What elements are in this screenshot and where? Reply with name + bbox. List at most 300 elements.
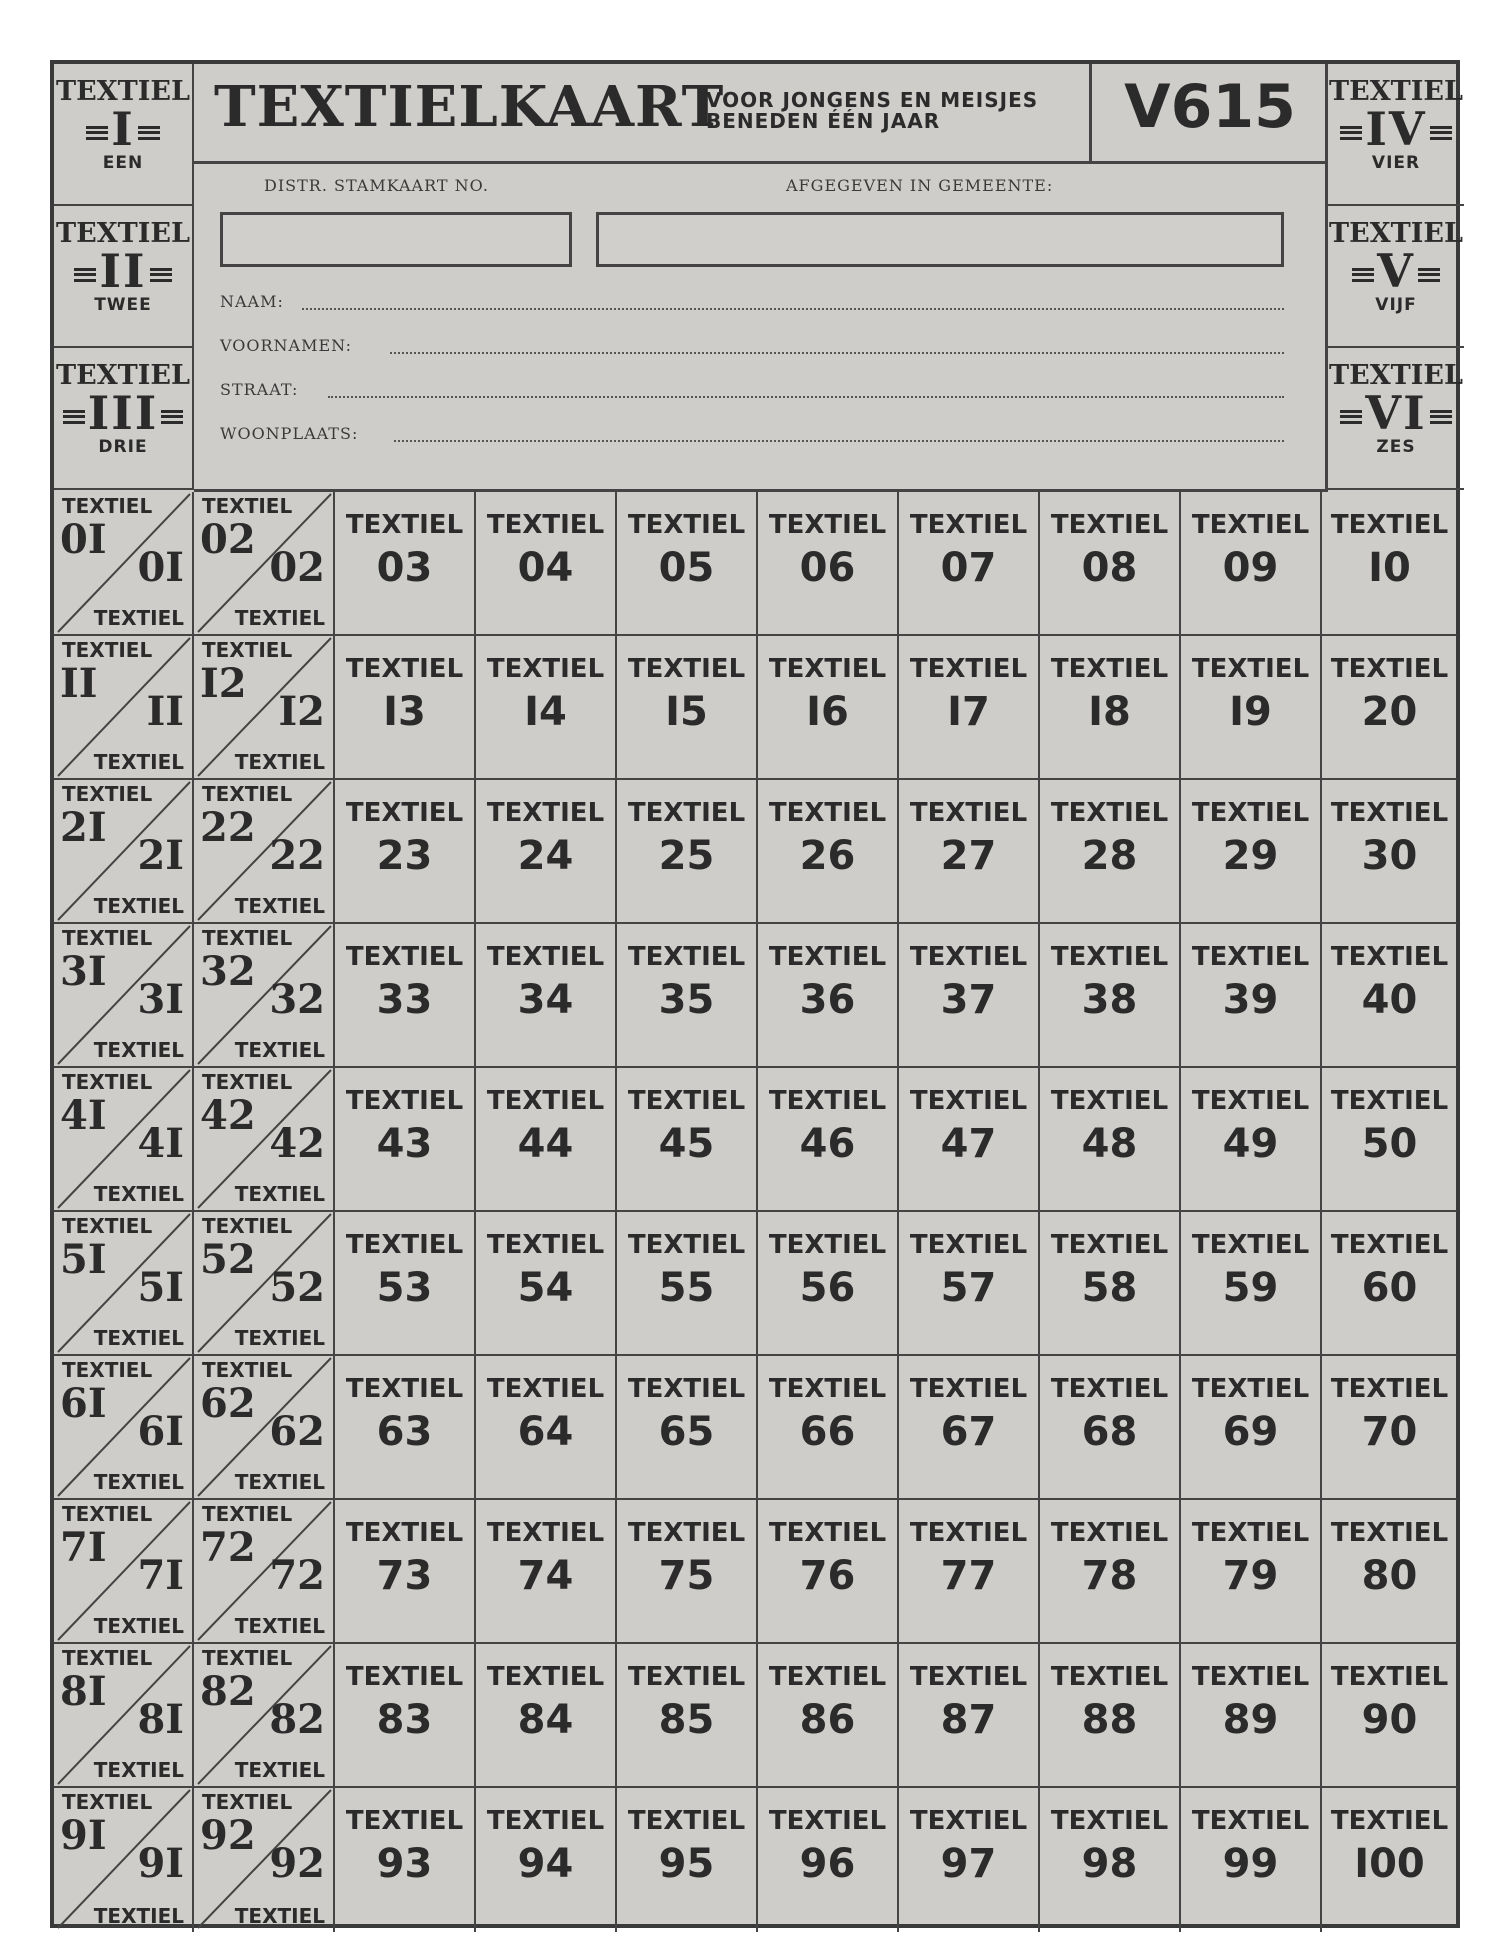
coupon-word: TEXTIEL bbox=[1191, 1374, 1310, 1404]
coupon-word: TEXTIEL bbox=[1330, 1518, 1449, 1548]
coupon-number: 27 bbox=[940, 833, 997, 879]
coupon-word: TEXTIEL bbox=[909, 1374, 1028, 1404]
coupon-word-bottom: TEXTIEL bbox=[93, 750, 184, 774]
side-coupon-name: ZES bbox=[1376, 437, 1416, 458]
roman-numeral: IV bbox=[1365, 102, 1427, 156]
coupon-98[interactable] bbox=[1040, 1788, 1181, 1932]
coupon-number: 50 bbox=[1361, 1121, 1418, 1167]
coupon-number: 44 bbox=[517, 1121, 574, 1167]
coupon-word: TEXTIEL bbox=[1330, 654, 1449, 684]
coupon-number: 38 bbox=[1081, 977, 1138, 1023]
coupon-number-bottom: 4I bbox=[137, 1120, 184, 1167]
coupon-73[interactable] bbox=[335, 1500, 476, 1644]
coupon-48[interactable] bbox=[1040, 1068, 1181, 1212]
coupon-23[interactable] bbox=[335, 780, 476, 924]
coupon-64[interactable] bbox=[476, 1356, 617, 1500]
coupon-word-bottom: TEXTIEL bbox=[93, 1182, 184, 1206]
bars-ornament bbox=[86, 126, 108, 140]
coupon-number: 49 bbox=[1222, 1121, 1279, 1167]
side-coupon-name: DRIE bbox=[98, 437, 148, 458]
coupon-80[interactable] bbox=[1322, 1500, 1457, 1644]
coupon-number: 28 bbox=[1081, 833, 1138, 879]
coupon-word-top: TEXTIEL bbox=[62, 494, 153, 518]
side-coupon-zes[interactable] bbox=[1328, 348, 1464, 490]
coupon-word: TEXTIEL bbox=[486, 1086, 605, 1116]
coupon-03[interactable] bbox=[335, 492, 476, 636]
coupon-word: TEXTIEL bbox=[345, 1374, 464, 1404]
coupon-I9[interactable] bbox=[1181, 636, 1322, 780]
coupon-number: I00 bbox=[1354, 1841, 1425, 1887]
coupon-word: TEXTIEL bbox=[1050, 942, 1169, 972]
coupon-90[interactable] bbox=[1322, 1644, 1457, 1788]
coupon-number: I9 bbox=[1229, 689, 1272, 735]
coupon-42[interactable] bbox=[194, 1068, 335, 1212]
coupon-89[interactable] bbox=[1181, 1644, 1322, 1788]
coupon-46[interactable] bbox=[758, 1068, 899, 1212]
coupon-word: TEXTIEL bbox=[1191, 798, 1310, 828]
coupon-96[interactable] bbox=[758, 1788, 899, 1932]
bars-ornament bbox=[138, 126, 160, 140]
holder-form bbox=[194, 164, 1328, 492]
coupon-number: 76 bbox=[799, 1553, 856, 1599]
coupon-number: 29 bbox=[1222, 833, 1279, 879]
coupon-number-top: 5I bbox=[60, 1236, 107, 1283]
coupon-I0[interactable] bbox=[1322, 492, 1457, 636]
coupon-word: TEXTIEL bbox=[345, 1086, 464, 1116]
coupon-40[interactable] bbox=[1322, 924, 1457, 1068]
coupon-word-bottom: TEXTIEL bbox=[93, 1758, 184, 1782]
coupon-word: TEXTIEL bbox=[627, 1086, 746, 1116]
coupon-99[interactable] bbox=[1181, 1788, 1322, 1932]
bars-ornament bbox=[150, 268, 172, 282]
card-subtitle bbox=[706, 90, 1038, 132]
coupon-number-bottom: 02 bbox=[269, 544, 325, 591]
coupon-number: I3 bbox=[383, 689, 426, 735]
coupon-word-top: TEXTIEL bbox=[62, 1790, 153, 1814]
coupon-59[interactable] bbox=[1181, 1212, 1322, 1356]
coupon-word: TEXTIEL bbox=[627, 1806, 746, 1836]
coupon-49[interactable] bbox=[1181, 1068, 1322, 1212]
bars-ornament bbox=[161, 410, 183, 424]
side-coupon-een[interactable] bbox=[54, 64, 194, 206]
bars-ornament bbox=[1430, 126, 1452, 140]
coupon-85[interactable] bbox=[617, 1644, 758, 1788]
coupon-06[interactable] bbox=[758, 492, 899, 636]
side-coupon-word: TEXTIEL bbox=[1329, 360, 1463, 391]
coupon-word: TEXTIEL bbox=[768, 1086, 887, 1116]
coupon-2I[interactable] bbox=[54, 780, 194, 924]
coupon-number-bottom: 6I bbox=[137, 1408, 184, 1455]
card-header bbox=[194, 64, 1328, 164]
coupon-68[interactable] bbox=[1040, 1356, 1181, 1500]
bars-ornament bbox=[1340, 410, 1362, 424]
coupon-number: 84 bbox=[517, 1697, 574, 1743]
coupon-I5[interactable] bbox=[617, 636, 758, 780]
coupon-word-bottom: TEXTIEL bbox=[234, 1758, 325, 1782]
bars-ornament bbox=[1418, 268, 1440, 282]
coupon-number-top: 62 bbox=[200, 1380, 256, 1427]
coupon-24[interactable] bbox=[476, 780, 617, 924]
coupon-35[interactable] bbox=[617, 924, 758, 1068]
coupon-53[interactable] bbox=[335, 1212, 476, 1356]
coupon-number: 30 bbox=[1361, 833, 1418, 879]
coupon-word: TEXTIEL bbox=[1050, 654, 1169, 684]
coupon-word: TEXTIEL bbox=[768, 1662, 887, 1692]
coupon-5I[interactable] bbox=[54, 1212, 194, 1356]
coupon-number-top: 8I bbox=[60, 1668, 107, 1715]
coupon-word: TEXTIEL bbox=[1191, 942, 1310, 972]
coupon-number: 98 bbox=[1081, 1841, 1138, 1887]
coupon-47[interactable] bbox=[899, 1068, 1040, 1212]
coupon-I00[interactable] bbox=[1322, 1788, 1457, 1932]
coupon-74[interactable] bbox=[476, 1500, 617, 1644]
side-coupon-name: VIER bbox=[1371, 153, 1421, 174]
coupon-95[interactable] bbox=[617, 1788, 758, 1932]
coupon-number: 63 bbox=[376, 1409, 433, 1455]
coupon-05[interactable] bbox=[617, 492, 758, 636]
coupon-word: TEXTIEL bbox=[627, 1374, 746, 1404]
coupon-word-top: TEXTIEL bbox=[202, 1070, 293, 1094]
coupon-word: TEXTIEL bbox=[627, 1518, 746, 1548]
coupon-83[interactable] bbox=[335, 1644, 476, 1788]
coupon-82[interactable] bbox=[194, 1644, 335, 1788]
coupon-26[interactable] bbox=[758, 780, 899, 924]
coupon-67[interactable] bbox=[899, 1356, 1040, 1500]
coupon-I7[interactable] bbox=[899, 636, 1040, 780]
voornamen-label: VOORNAMEN: bbox=[220, 336, 352, 355]
coupon-word-bottom: TEXTIEL bbox=[93, 1904, 184, 1928]
roman-numeral: III bbox=[87, 386, 159, 440]
coupon-55[interactable] bbox=[617, 1212, 758, 1356]
coupon-number-top: 02 bbox=[200, 516, 256, 563]
coupon-number: 34 bbox=[517, 977, 574, 1023]
bars-ornament bbox=[1340, 126, 1362, 140]
coupon-I4[interactable] bbox=[476, 636, 617, 780]
coupon-0I[interactable] bbox=[54, 492, 194, 636]
coupon-number: 36 bbox=[799, 977, 856, 1023]
coupon-number-bottom: 92 bbox=[269, 1840, 325, 1887]
coupon-number: I0 bbox=[1368, 545, 1411, 591]
coupon-number: 55 bbox=[658, 1265, 715, 1311]
coupon-word: TEXTIEL bbox=[1050, 1518, 1169, 1548]
coupon-39[interactable] bbox=[1181, 924, 1322, 1068]
coupon-number: 77 bbox=[940, 1553, 997, 1599]
coupon-word: TEXTIEL bbox=[768, 510, 887, 540]
side-coupon-roman bbox=[54, 386, 192, 440]
coupon-I2[interactable] bbox=[194, 636, 335, 780]
coupon-38[interactable] bbox=[1040, 924, 1181, 1068]
coupon-number: 88 bbox=[1081, 1697, 1138, 1743]
stamkaart-number-field[interactable] bbox=[220, 212, 572, 267]
coupon-number: 09 bbox=[1222, 545, 1279, 591]
coupon-number-bottom: 72 bbox=[269, 1552, 325, 1599]
coupon-number: 39 bbox=[1222, 977, 1279, 1023]
coupon-number: 85 bbox=[658, 1697, 715, 1743]
coupon-word: TEXTIEL bbox=[345, 942, 464, 972]
coupon-I6[interactable] bbox=[758, 636, 899, 780]
coupon-word: TEXTIEL bbox=[909, 654, 1028, 684]
coupon-number: 03 bbox=[376, 545, 433, 591]
coupon-92[interactable] bbox=[194, 1788, 335, 1932]
coupon-word-top: TEXTIEL bbox=[202, 1214, 293, 1238]
coupon-79[interactable] bbox=[1181, 1500, 1322, 1644]
coupon-52[interactable] bbox=[194, 1212, 335, 1356]
coupon-number: 54 bbox=[517, 1265, 574, 1311]
coupon-77[interactable] bbox=[899, 1500, 1040, 1644]
coupon-number: 53 bbox=[376, 1265, 433, 1311]
coupon-9I[interactable] bbox=[54, 1788, 194, 1932]
coupon-97[interactable] bbox=[899, 1788, 1040, 1932]
side-coupon-vier[interactable] bbox=[1328, 64, 1464, 206]
coupon-34[interactable] bbox=[476, 924, 617, 1068]
coupon-word: TEXTIEL bbox=[909, 798, 1028, 828]
coupon-word: TEXTIEL bbox=[486, 1518, 605, 1548]
coupon-word: TEXTIEL bbox=[627, 1230, 746, 1260]
coupon-word: TEXTIEL bbox=[909, 1806, 1028, 1836]
coupon-4I[interactable] bbox=[54, 1068, 194, 1212]
coupon-number: 70 bbox=[1361, 1409, 1418, 1455]
coupon-86[interactable] bbox=[758, 1644, 899, 1788]
coupon-number-bottom: 82 bbox=[269, 1696, 325, 1743]
coupon-number: I5 bbox=[665, 689, 708, 735]
card-code: V615 bbox=[1124, 72, 1296, 142]
coupon-word: TEXTIEL bbox=[1191, 1230, 1310, 1260]
coupon-word: TEXTIEL bbox=[1191, 654, 1310, 684]
coupon-word: TEXTIEL bbox=[909, 510, 1028, 540]
coupon-word-bottom: TEXTIEL bbox=[93, 1614, 184, 1638]
coupon-number: 73 bbox=[376, 1553, 433, 1599]
coupon-58[interactable] bbox=[1040, 1212, 1181, 1356]
coupon-7I[interactable] bbox=[54, 1500, 194, 1644]
coupon-word: TEXTIEL bbox=[1191, 1806, 1310, 1836]
coupon-63[interactable] bbox=[335, 1356, 476, 1500]
coupon-I3[interactable] bbox=[335, 636, 476, 780]
side-coupon-twee[interactable] bbox=[54, 206, 194, 348]
coupon-72[interactable] bbox=[194, 1500, 335, 1644]
coupon-number-top: 4I bbox=[60, 1092, 107, 1139]
coupon-66[interactable] bbox=[758, 1356, 899, 1500]
coupon-08[interactable] bbox=[1040, 492, 1181, 636]
woonplaats-field[interactable] bbox=[394, 440, 1284, 442]
coupon-word: TEXTIEL bbox=[345, 1662, 464, 1692]
coupon-word: TEXTIEL bbox=[1330, 1374, 1449, 1404]
coupon-number-bottom: I2 bbox=[278, 688, 325, 735]
coupon-25[interactable] bbox=[617, 780, 758, 924]
coupon-number: 04 bbox=[517, 545, 574, 591]
roman-numeral: I bbox=[111, 102, 135, 156]
coupon-number: 47 bbox=[940, 1121, 997, 1167]
coupon-36[interactable] bbox=[758, 924, 899, 1068]
coupon-60[interactable] bbox=[1322, 1212, 1457, 1356]
coupon-62[interactable] bbox=[194, 1356, 335, 1500]
coupon-word: TEXTIEL bbox=[1330, 510, 1449, 540]
coupon-number: 78 bbox=[1081, 1553, 1138, 1599]
coupon-number: 46 bbox=[799, 1121, 856, 1167]
coupon-word: TEXTIEL bbox=[909, 1230, 1028, 1260]
coupon-word: TEXTIEL bbox=[486, 510, 605, 540]
coupon-number: 35 bbox=[658, 977, 715, 1023]
coupon-57[interactable] bbox=[899, 1212, 1040, 1356]
coupon-word: TEXTIEL bbox=[486, 1662, 605, 1692]
coupon-number-top: 22 bbox=[200, 804, 256, 851]
coupon-word-top: TEXTIEL bbox=[62, 782, 153, 806]
coupon-word: TEXTIEL bbox=[627, 798, 746, 828]
naam-field[interactable] bbox=[302, 308, 1284, 310]
side-coupon-drie[interactable] bbox=[54, 348, 194, 490]
side-coupon-vijf[interactable] bbox=[1328, 206, 1464, 348]
coupon-56[interactable] bbox=[758, 1212, 899, 1356]
coupon-45[interactable] bbox=[617, 1068, 758, 1212]
coupon-33[interactable] bbox=[335, 924, 476, 1068]
coupon-44[interactable] bbox=[476, 1068, 617, 1212]
coupon-88[interactable] bbox=[1040, 1644, 1181, 1788]
coupon-word-top: TEXTIEL bbox=[62, 638, 153, 662]
coupon-number: 05 bbox=[658, 545, 715, 591]
coupon-84[interactable] bbox=[476, 1644, 617, 1788]
coupon-word-top: TEXTIEL bbox=[202, 638, 293, 662]
coupon-number: 07 bbox=[940, 545, 997, 591]
coupon-word-bottom: TEXTIEL bbox=[234, 894, 325, 918]
subtitle-line-1: VOOR JONGENS EN MEISJES bbox=[706, 88, 1039, 112]
coupon-word: TEXTIEL bbox=[1330, 942, 1449, 972]
coupon-28[interactable] bbox=[1040, 780, 1181, 924]
coupon-word: TEXTIEL bbox=[486, 942, 605, 972]
coupon-number: 90 bbox=[1361, 1697, 1418, 1743]
coupon-3I[interactable] bbox=[54, 924, 194, 1068]
coupon-number: 33 bbox=[376, 977, 433, 1023]
coupon-number: 65 bbox=[658, 1409, 715, 1455]
coupon-37[interactable] bbox=[899, 924, 1040, 1068]
coupon-number: 79 bbox=[1222, 1553, 1279, 1599]
coupon-69[interactable] bbox=[1181, 1356, 1322, 1500]
side-coupon-word: TEXTIEL bbox=[1329, 218, 1463, 249]
coupon-number: 57 bbox=[940, 1265, 997, 1311]
coupon-word: TEXTIEL bbox=[486, 798, 605, 828]
gemeente-field[interactable] bbox=[596, 212, 1284, 267]
coupon-number: 66 bbox=[799, 1409, 856, 1455]
coupon-76[interactable] bbox=[758, 1500, 899, 1644]
coupon-word: TEXTIEL bbox=[345, 1230, 464, 1260]
coupon-number: 89 bbox=[1222, 1697, 1279, 1743]
coupon-number: 96 bbox=[799, 1841, 856, 1887]
coupon-word: TEXTIEL bbox=[1191, 1518, 1310, 1548]
coupon-43[interactable] bbox=[335, 1068, 476, 1212]
coupon-number-bottom: 0I bbox=[137, 544, 184, 591]
gemeente-label: AFGEGEVEN IN GEMEENTE: bbox=[786, 176, 1054, 195]
coupon-09[interactable] bbox=[1181, 492, 1322, 636]
coupon-word: TEXTIEL bbox=[1191, 510, 1310, 540]
bars-ornament bbox=[1352, 268, 1374, 282]
coupon-number: 60 bbox=[1361, 1265, 1418, 1311]
coupon-word: TEXTIEL bbox=[1050, 510, 1169, 540]
coupon-number-top: 3I bbox=[60, 948, 107, 995]
coupon-word: TEXTIEL bbox=[1050, 1374, 1169, 1404]
coupon-word-bottom: TEXTIEL bbox=[234, 1614, 325, 1638]
coupon-word: TEXTIEL bbox=[486, 654, 605, 684]
coupon-number-bottom: 3I bbox=[137, 976, 184, 1023]
coupon-number-bottom: 9I bbox=[137, 1840, 184, 1887]
coupon-number: 87 bbox=[940, 1697, 997, 1743]
coupon-number: 37 bbox=[940, 977, 997, 1023]
coupon-30[interactable] bbox=[1322, 780, 1457, 924]
coupon-75[interactable] bbox=[617, 1500, 758, 1644]
coupon-number: 20 bbox=[1361, 689, 1418, 735]
coupon-04[interactable] bbox=[476, 492, 617, 636]
coupon-word-top: TEXTIEL bbox=[62, 1070, 153, 1094]
coupon-65[interactable] bbox=[617, 1356, 758, 1500]
coupon-number-top: 32 bbox=[200, 948, 256, 995]
coupon-number: 93 bbox=[376, 1841, 433, 1887]
coupon-word: TEXTIEL bbox=[345, 510, 464, 540]
coupon-number-bottom: 32 bbox=[269, 976, 325, 1023]
coupon-number-top: 0I bbox=[60, 516, 107, 563]
coupon-number: I7 bbox=[947, 689, 990, 735]
coupon-I8[interactable] bbox=[1040, 636, 1181, 780]
side-coupon-roman bbox=[54, 102, 192, 156]
coupon-word: TEXTIEL bbox=[1050, 1086, 1169, 1116]
coupon-word-top: TEXTIEL bbox=[202, 1358, 293, 1382]
coupon-29[interactable] bbox=[1181, 780, 1322, 924]
side-coupon-name: TWEE bbox=[94, 295, 152, 316]
naam-label: NAAM: bbox=[220, 292, 284, 311]
coupon-50[interactable] bbox=[1322, 1068, 1457, 1212]
coupon-07[interactable] bbox=[899, 492, 1040, 636]
coupon-78[interactable] bbox=[1040, 1500, 1181, 1644]
side-coupon-word: TEXTIEL bbox=[56, 76, 190, 107]
coupon-word-bottom: TEXTIEL bbox=[93, 606, 184, 630]
coupon-word-bottom: TEXTIEL bbox=[93, 1470, 184, 1494]
coupon-22[interactable] bbox=[194, 780, 335, 924]
textile-ration-card bbox=[50, 60, 1463, 1928]
coupon-word: TEXTIEL bbox=[1330, 1806, 1449, 1836]
coupon-87[interactable] bbox=[899, 1644, 1040, 1788]
side-coupon-roman bbox=[1328, 244, 1464, 298]
straat-field[interactable] bbox=[328, 396, 1284, 398]
coupon-word-bottom: TEXTIEL bbox=[234, 750, 325, 774]
coupon-54[interactable] bbox=[476, 1212, 617, 1356]
coupon-word-top: TEXTIEL bbox=[202, 1646, 293, 1670]
coupon-93[interactable] bbox=[335, 1788, 476, 1932]
coupon-word: TEXTIEL bbox=[768, 1374, 887, 1404]
coupon-number-bottom: 42 bbox=[269, 1120, 325, 1167]
coupon-number-top: 7I bbox=[60, 1524, 107, 1571]
coupon-word-bottom: TEXTIEL bbox=[234, 1904, 325, 1928]
coupon-6I[interactable] bbox=[54, 1356, 194, 1500]
coupon-word: TEXTIEL bbox=[768, 798, 887, 828]
coupon-II[interactable] bbox=[54, 636, 194, 780]
coupon-word: TEXTIEL bbox=[345, 1806, 464, 1836]
coupon-number: 08 bbox=[1081, 545, 1138, 591]
coupon-number-top: 2I bbox=[60, 804, 107, 851]
coupon-word: TEXTIEL bbox=[1050, 1662, 1169, 1692]
coupon-number: 23 bbox=[376, 833, 433, 879]
coupon-02[interactable] bbox=[194, 492, 335, 636]
voornamen-field[interactable] bbox=[390, 352, 1284, 354]
coupon-word-bottom: TEXTIEL bbox=[234, 1182, 325, 1206]
coupon-70[interactable] bbox=[1322, 1356, 1457, 1500]
coupon-20[interactable] bbox=[1322, 636, 1457, 780]
coupon-word-top: TEXTIEL bbox=[202, 494, 293, 518]
coupon-word: TEXTIEL bbox=[627, 510, 746, 540]
coupon-number-bottom: 8I bbox=[137, 1696, 184, 1743]
coupon-27[interactable] bbox=[899, 780, 1040, 924]
coupon-number: 43 bbox=[376, 1121, 433, 1167]
coupon-word: TEXTIEL bbox=[345, 798, 464, 828]
coupon-word: TEXTIEL bbox=[768, 1806, 887, 1836]
coupon-32[interactable] bbox=[194, 924, 335, 1068]
coupon-8I[interactable] bbox=[54, 1644, 194, 1788]
coupon-94[interactable] bbox=[476, 1788, 617, 1932]
